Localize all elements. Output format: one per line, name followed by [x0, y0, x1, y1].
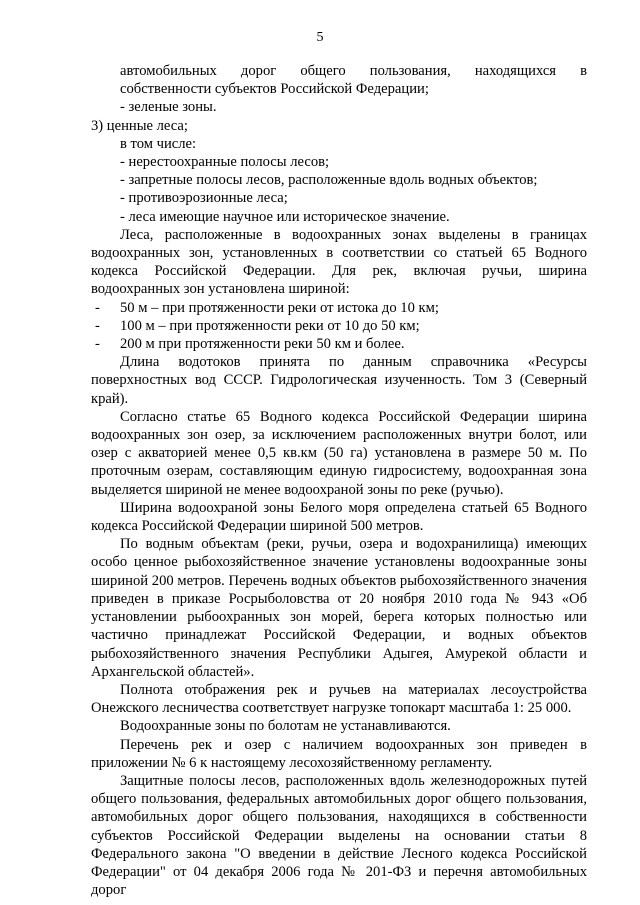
- list-dash: -: [95, 336, 100, 353]
- water-zone-width-list: [91, 299, 587, 354]
- list-item: - противоэрозионные леса;: [120, 190, 288, 207]
- document-body: [91, 62, 587, 899]
- list-dash: -: [95, 317, 100, 334]
- section-heading: 3) ценные леса;: [91, 117, 188, 134]
- paragraph: Защитные полосы лесов, расположенных вдоль железнодорожных путей общего пользования, федеральных автомобильных дорог общего пользования, автомобильных дорог общего пользования, находящихся в собственности субъектов Российской Федерации выделены на основании статьи 8 Федерального закона "О введении в действие Лесного кодекса Российской Федерации" от 04 декабря 2006 года № 201-ФЗ и перечня автомобильных дорог: [91, 772, 587, 899]
- paragraph: Ширина водоохраной зоны Белого моря определена статьей 65 Водного кодекса Российской Федерации шириной 500 метров.: [91, 499, 587, 535]
- list-item: [91, 299, 587, 317]
- paragraph: Леса, расположенные в водоохранных зонах выделены в границах водоохранных зон, установленных в соответствии со статьей 65 Водного кодекса Российской Федерации. Для рек, включая ручьи, ширина водоохранных зон установлена шириной:: [91, 226, 587, 298]
- list-item-text: 50 м – при протяженности реки от истока до 10 км;: [120, 299, 439, 316]
- section-subheading: в том числе:: [120, 135, 197, 152]
- paragraph-continuation-line: автомобильных дорог общего пользования, находящихся в: [120, 63, 587, 79]
- paragraph: Согласно статье 65 Водного кодекса Российской Федерации ширина водоохранных зон озер, за исключением расположенных внутри болот, или озер с акваторией менее 0,5 кв.км (50 га) установлена в размере 50 м. По проточным озерам, составляющим единую гидросистему, водоохранная зона выделяется шириной не менее водоохраной зоны по реке (ручью).: [91, 408, 587, 498]
- paragraph: Полнота отображения рек и ручьев на материалах лесоустройства Онежского лесничества соответствует нагрузке топокарт масштаба 1: 25 000.: [91, 681, 587, 717]
- list-dash: -: [95, 299, 100, 316]
- list-item-text: 100 м – при протяженности реки от 10 до 50 км;: [120, 317, 420, 334]
- list-item-text: 200 м при протяженности реки 50 км и более.: [120, 336, 405, 353]
- paragraph-continuation-line: собственности субъектов Российской Федерации;: [120, 81, 429, 98]
- list-item: - запретные полосы лесов, расположенные вдоль водных объектов;: [120, 172, 538, 189]
- list-item: - зеленые зоны.: [120, 99, 217, 116]
- paragraph: Перечень рек и озер с наличием водоохранных зон приведен в приложении № 6 к настоящему лесохозяйственному регламенту.: [91, 736, 587, 771]
- page-number: 5: [316, 30, 324, 45]
- list-item: [91, 317, 587, 335]
- paragraph: По водным объектам (реки, ручьи, озера и водохранилища) имеющих особо ценное рыбохозяйственное значение установлены водоохранные зоны шириной 200 метров. Перечень водных объектов рыбохозяйственного значения приведен в приказе Росрыболовства от 20 ноября 2010 года № 943 «Об установлении рыбоохранных зон морей, берега которых полностью или частично принадлежат Российской Федерации, и водных объектов рыбохозяйственного значения Республики Адыгея, Амурекой области и Архангельской областей».: [91, 536, 587, 680]
- list-item: - леса имеющие научное или историческое значение.: [120, 208, 450, 225]
- list-item: [91, 335, 587, 353]
- protected-forest-list: [91, 153, 587, 226]
- paragraph: Длина водотоков принята по данным справочника «Ресурсы поверхностных вод СССР. Гидрологическая изученность. Том 3 (Северный край).: [91, 354, 587, 407]
- paragraph: Водоохранные зоны по болотам не устанавливаются.: [120, 718, 451, 735]
- list-item: - нерестоохранные полосы лесов;: [120, 154, 330, 171]
